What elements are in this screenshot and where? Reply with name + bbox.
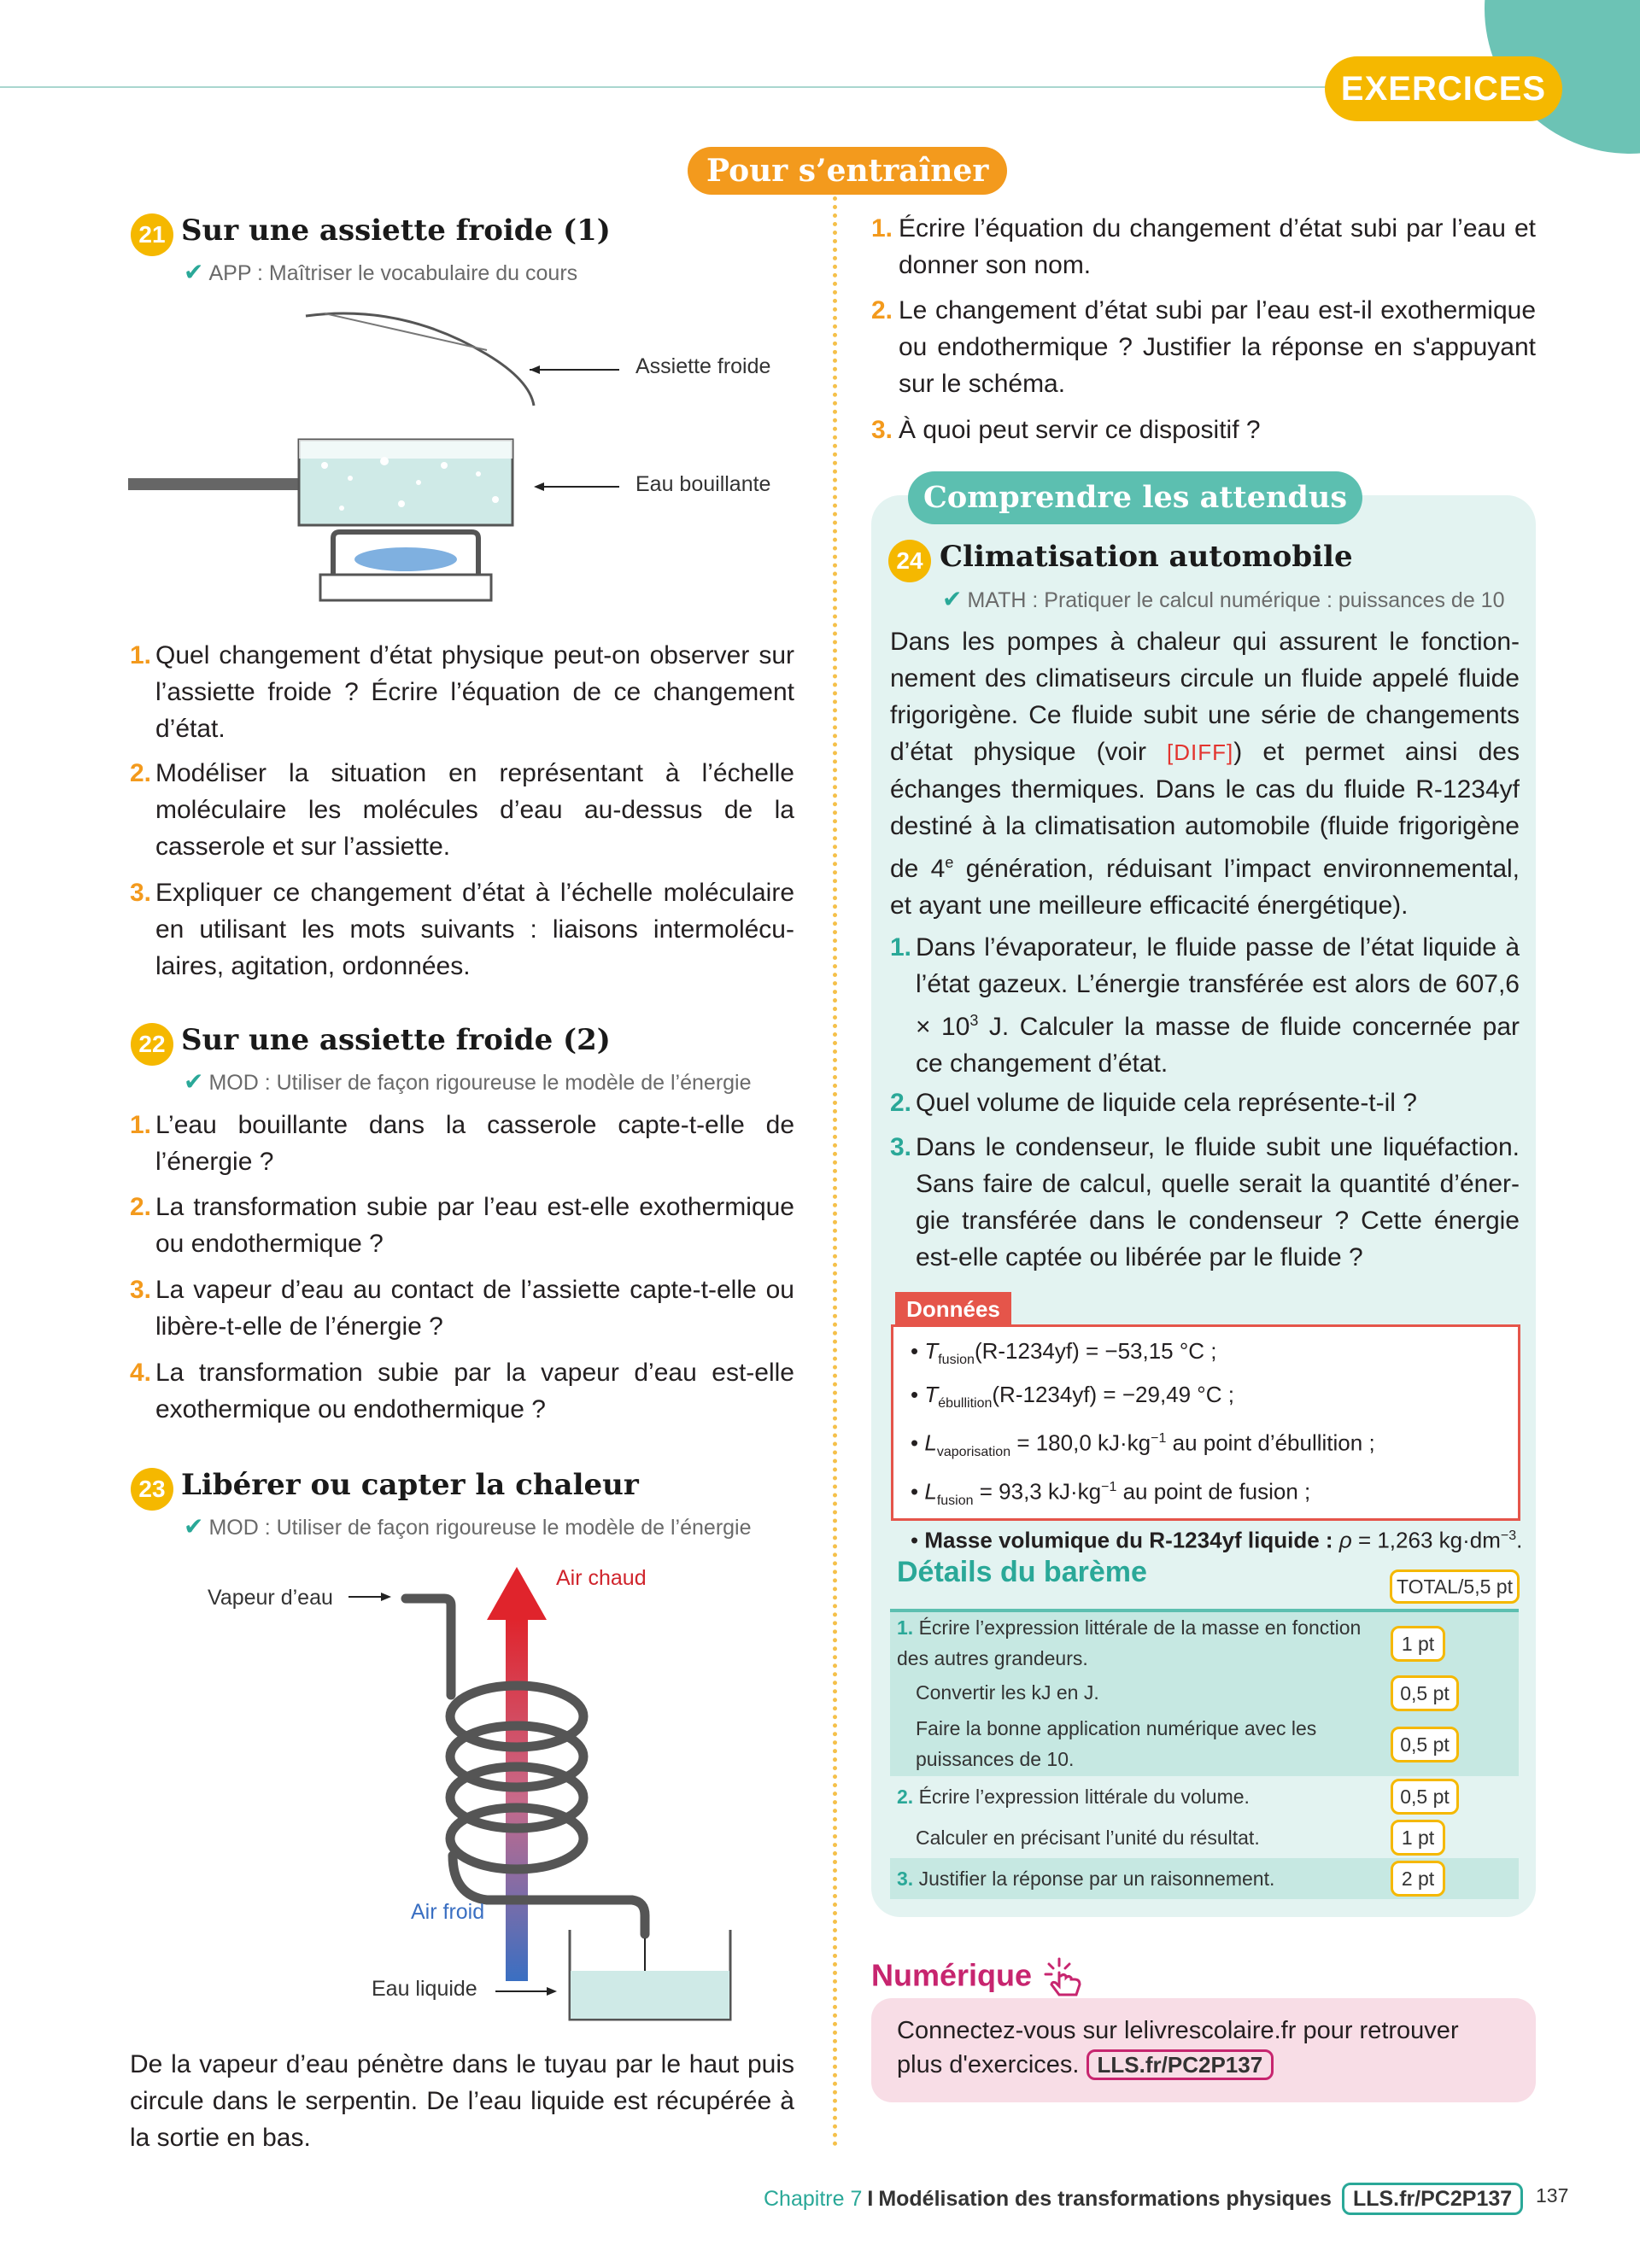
donnee-t-ebullition: • $T_{ébullition}(R-1234yf) = -29,49$ °C ;: [911, 1382, 1234, 1412]
ex24-question-2: 2. Quel volume de liquide cela représente-t-il ?: [890, 1089, 1417, 1117]
label-eau-liquide: Eau liquide: [372, 1977, 477, 2001]
beaker-water: [571, 1971, 729, 2019]
numerique-title: Numérique: [871, 1955, 1092, 2000]
pot-handle: [128, 478, 299, 490]
ex22-title: Sur une assiette froide (2): [181, 1023, 611, 1057]
ex24-intro: Dans les pompes à chaleur qui assurent le fonctionnement des climatiseurs circule un fluide appelé fluide frigorigène. Ce fluide subit une série de changements d’état physique (voir [DIFF]) et permet ainsi des échanges thermiques. Dans le cas du fluide R-1234yf destiné à la climatisation automobile (fluide frigorigène de 4e génération, réduisant l’impact environnemental, et ayant une meilleure efficacité énergétique).: [890, 628, 1520, 920]
footer-chapter: Chapitre 7: [764, 2187, 863, 2211]
vapor-arrow-head: [381, 1593, 391, 1601]
bareme-row-6: 3. Justifier la réponse par un raisonnement.: [897, 1868, 1275, 1890]
check-icon: ✔: [184, 1513, 204, 1540]
ex23-title: Libérer ou capter la chaleur: [181, 1468, 639, 1502]
donnee-t-fusion: • $T_{fusion}(R-1234yf) = -53,15$ °C ;: [911, 1338, 1217, 1368]
hot-air-arrow-head: [487, 1567, 547, 1620]
ex21-question-3: 3. Expliquer ce changement d’état à l’échelle moléculaire en utilisant les mots suivants : liaisons intermoléculaires, agitation, ordonnées.: [130, 879, 794, 980]
ex24-question-3: 3. Dans le condenseur, le fluide subit une liquéfaction. Sans faire de calcul, quelle serait la quantité d’énergie transférée dans le condenseur ? Cette énergie est-elle captée ou libérée par le fluide ?: [890, 1133, 1520, 1271]
ex21-question-1: 1. Quel changement d’état physique peut-on observer sur l’assiette froide ? Écrire l’équation de ce changement d’état.: [130, 641, 794, 743]
donnees-label: Données: [895, 1292, 1011, 1326]
ex21-skill: ✔ APP : Maîtriser le vocabulaire du cours: [184, 259, 578, 285]
ex23-question-1: 1. Écrire l’équation du changement d’état subi par l’eau et donner son nom.: [871, 214, 1536, 279]
ex23-skill: ✔ MOD : Utiliser de façon rigoureuse le modèle de l’énergie: [184, 1513, 752, 1540]
check-icon: ✔: [184, 259, 204, 285]
ex22-badge: 22: [131, 1023, 173, 1066]
bareme-pts-1: 1 pt: [1391, 1626, 1445, 1662]
section-title: Pour s’entraîner: [688, 147, 1007, 195]
ex22-question-1: 1. L’eau bouillante dans la casserole capte-t-elle de l’énergie ?: [130, 1111, 794, 1176]
footer-title: Modélisation des transformations physiques: [878, 2187, 1332, 2211]
footer-separator: I: [867, 2187, 874, 2211]
ex23-badge: 23: [131, 1468, 173, 1511]
label-eau-bouillante: Eau bouillante: [636, 472, 771, 496]
air-column: [506, 1618, 528, 1981]
check-icon: ✔: [942, 586, 963, 612]
burner-base: [320, 575, 491, 600]
diff-link[interactable]: [DIFF]: [1167, 739, 1234, 765]
label-vapeur-eau: Vapeur d’eau: [208, 1586, 333, 1610]
footer-link[interactable]: LLS.fr/PC2P137: [1342, 2183, 1523, 2215]
ex24-title: Climatisation automobile: [940, 540, 1353, 574]
footer: [764, 2183, 1523, 2215]
bareme-title: Détails du barème: [897, 1556, 1147, 1588]
pot-foam: [299, 440, 512, 459]
donnee-l-fusion: • $L_{fusion} = 93,3$ $kJ\cdot kg^{-1}$ au point de fusion ;: [911, 1478, 1311, 1509]
label-air-chaud: Air chaud: [556, 1566, 647, 1590]
numerique-text: Connectez-vous sur lelivrescolaire.fr pour retrouver plus d'exercices.: [897, 2017, 1459, 2078]
ex21-figure: [128, 303, 811, 619]
bareme-row-4: 2. Écrire l’expression littérale du volume.: [897, 1786, 1250, 1808]
plate-curve: [306, 313, 534, 406]
ex21-title: Sur une assiette froide (1): [181, 213, 611, 248]
ex23-figure: [196, 1558, 794, 2028]
ex22-question-2: 2. La transformation subie par l’eau est-elle exothermique ou endothermique ?: [130, 1193, 794, 1258]
numerique-link[interactable]: LLS.fr/PC2P137: [1086, 2049, 1274, 2080]
exercices-tag: EXERCICES: [1325, 56, 1562, 121]
plate-rim: [325, 313, 487, 350]
ex22-skill: ✔ MOD : Utiliser de façon rigoureuse le modèle de l’énergie: [184, 1068, 752, 1095]
burner-flame: [354, 547, 457, 571]
bareme-total: TOTAL/5,5 pt: [1390, 1569, 1520, 1604]
ex23-question-3: 3. À quoi peut servir ce dispositif ?: [871, 416, 1261, 444]
ex23-question-2: 2. Le changement d’état subi par l’eau est-il exothermique ou endothermique ? Justifier la réponse en s'appuyant sur le schéma.: [871, 296, 1536, 398]
check-icon: ✔: [184, 1068, 204, 1095]
water-arrow-head: [534, 482, 544, 491]
page-number: 137: [1536, 2184, 1569, 2207]
donnees-box: [891, 1324, 1523, 1553]
bareme-row-3: Faire la bonne application numérique avec les puissances de 10.: [916, 1717, 1317, 1770]
donnee-l-vaporisation: • $L_{vaporisation} = 180,0$ $kJ\cdot kg^{-1}$ au point d’ébullition ;: [911, 1430, 1375, 1460]
bareme-pts-5: 1 pt: [1391, 1820, 1445, 1856]
donnee-masse-volumique: • Masse volumique du R-1234yf liquide : ρ = 1,263 $kg\cdot dm^{-3}$.: [911, 1527, 1523, 1553]
bareme-pts-6: 2 pt: [1391, 1861, 1445, 1897]
numerique-box: [871, 1998, 1536, 2102]
bareme-row-5: Calculer en précisant l’unité du résultat.: [916, 1827, 1260, 1849]
comprendre-title: Comprendre les attendus: [908, 471, 1362, 524]
ex22-question-3: 3. La vapeur d’eau au contact de l’assiette capte-t-elle ou libère-t-elle de l’énergie ?: [130, 1276, 794, 1341]
ex21-question-2: 2. Modéliser la situation en représentant à l’échelle moléculaire les molécules d’eau au-dessus de la casserole et sur l’assiette.: [130, 759, 794, 861]
ex24-badge: 24: [888, 540, 931, 582]
header-rule: [0, 86, 1332, 88]
bareme-pts-2: 0,5 pt: [1391, 1675, 1459, 1711]
bareme-pts-3: 0,5 pt: [1391, 1727, 1459, 1762]
ex24-question-1: 1. Dans l’évaporateur, le fluide passe de l’état liquide à l’état gazeux. L’énergie transférée est alors de $607,6 \times 10^3$ J. Calculer la masse de fluide concernée par ce changement d’état.: [890, 933, 1520, 1078]
ex21-badge: 21: [131, 213, 173, 256]
bareme-row-2: Convertir les kJ en J.: [916, 1681, 1099, 1704]
label-air-froid: Air froid: [411, 1900, 485, 1924]
bareme-row-1: 1. Écrire l’expression littérale de la masse en fonction des autres grandeurs.: [897, 1616, 1362, 1669]
ex23-description: De la vapeur d’eau pénètre dans le tuyau par le haut puis circule dans le serpentin. De l’eau liquide est récupérée à la sortie en bas.: [130, 2050, 794, 2152]
ex24-skill: ✔ MATH : Pratiquer le calcul numérique : puissances de 10: [942, 586, 1505, 612]
pointer-hand-icon: [1040, 1955, 1092, 2000]
plate-arrow-head: [530, 365, 540, 374]
ex22-question-4: 4. La transformation subie par la vapeur d’eau est-elle exothermique ou endothermique ?: [130, 1359, 794, 1423]
column-divider: [833, 196, 837, 2148]
label-assiette-froide: Assiette froide: [636, 354, 771, 378]
bareme-pts-4: 0,5 pt: [1391, 1779, 1459, 1815]
liquid-arrow-head: [547, 1987, 557, 1996]
